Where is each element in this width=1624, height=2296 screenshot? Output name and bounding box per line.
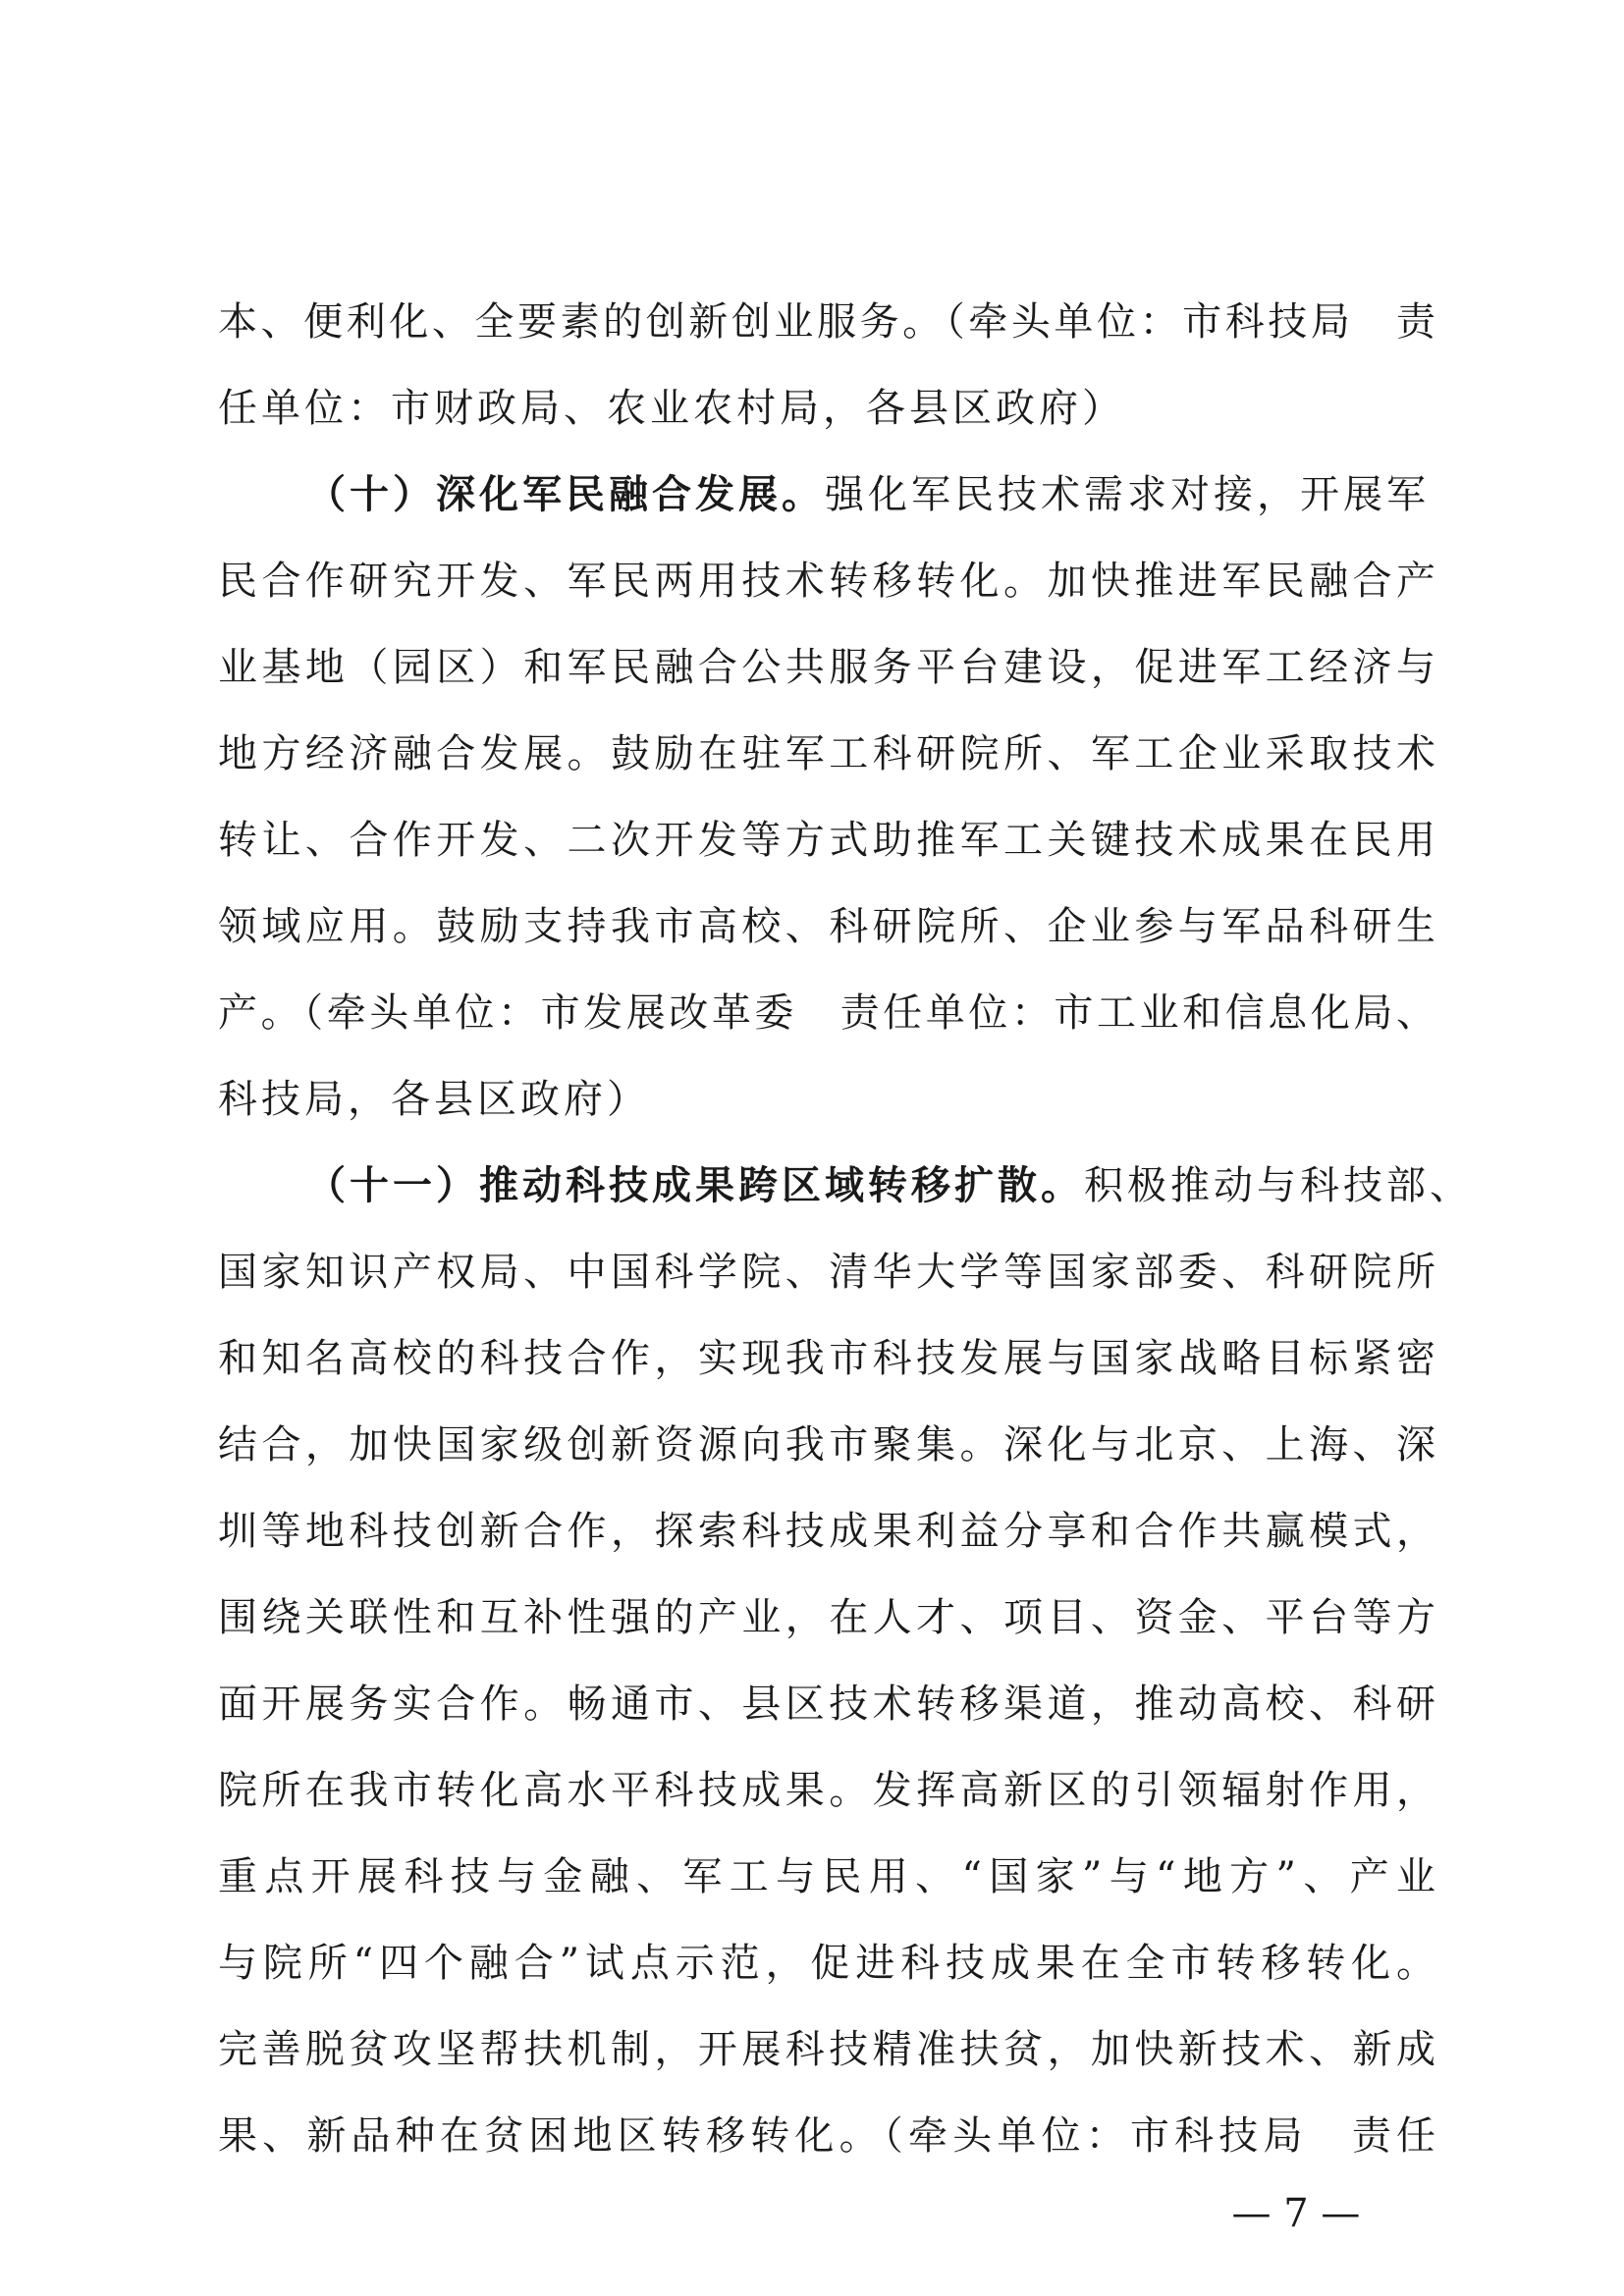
body-line-16: 院所在我市转化高水平科技成果。发挥高新区的引领辐射作用， [218,1768,1435,1813]
body-line-6: 转让、合作开发、二次开发等方式助推军工关键技术成果在民用 [218,818,1435,863]
body-line-3: 民合作研究开发、军民两用技术转移转化。加快推进军民融合产 [218,559,1435,604]
section-11-first-line [306,1150,1473,1221]
body-line-8: 产。（牵头单位：市发展改革委 责任单位：市工业和信息化局、 [218,990,1435,1036]
body-line-13: 圳等地科技创新合作，探索科技成果利益分享和合作共赢模式， [218,1509,1435,1554]
body-line-1: 本、便利化、全要素的创新创业服务。（牵头单位：市科技局 责 [218,299,1435,345]
body-line-4: 业基地（园区）和军民融合公共服务平台建设，促进军工经济与 [218,645,1435,690]
body-line-7: 领域应用。鼓励支持我市高校、科研院所、企业参与军品科研生 [218,904,1435,949]
body-line-11: 和知名高校的科技合作，实现我市科技发展与国家战略目标紧密 [218,1336,1435,1381]
section-11-heading: （十一）推动科技成果跨区域转移扩散。 [306,1163,1084,1208]
body-line-9: 科技局，各县区政府） [218,1077,650,1122]
section-10-heading: （十）深化军民融合发展。 [306,472,825,517]
body-line-14: 围绕关联性和互补性强的产业，在人才、项目、资金、平台等方 [218,1595,1435,1640]
body-line-5: 地方经济融合发展。鼓励在驻军工科研院所、军工企业采取技术 [218,731,1435,776]
body-line-20: 果、新品种在贫困地区转移转化。（牵头单位：市科技局 责任 [218,2113,1435,2159]
section-11-text: 积极推动与科技部、 [1084,1163,1473,1208]
body-line-17: 重点开展科技与金融、军工与民用、“国家”与“地方”、产业 [218,1854,1435,1899]
body-line-19: 完善脱贫攻坚帮扶机制，开展科技精准扶贫，加快新技术、新成 [218,2027,1435,2072]
body-line-2: 任单位：市财政局、农业农村局，各县区政府） [218,386,1125,431]
section-10-text: 强化军民技术需求对接，开展军 [825,472,1430,517]
body-line-15: 面开展务实合作。畅通市、县区技术转移渠道，推动高校、科研 [218,1682,1435,1727]
body-line-18: 与院所“四个融合”试点示范，促进科技成果在全市转移转化。 [218,1941,1435,1986]
page-number: — 7 — [1231,2191,1361,2236]
section-10-first-line [306,459,1435,530]
body-line-12: 结合，加快国家级创新资源向我市聚集。深化与北京、上海、深 [218,1422,1435,1468]
body-line-10: 国家知识产权局、中国科学院、清华大学等国家部委、科研院所 [218,1250,1435,1295]
